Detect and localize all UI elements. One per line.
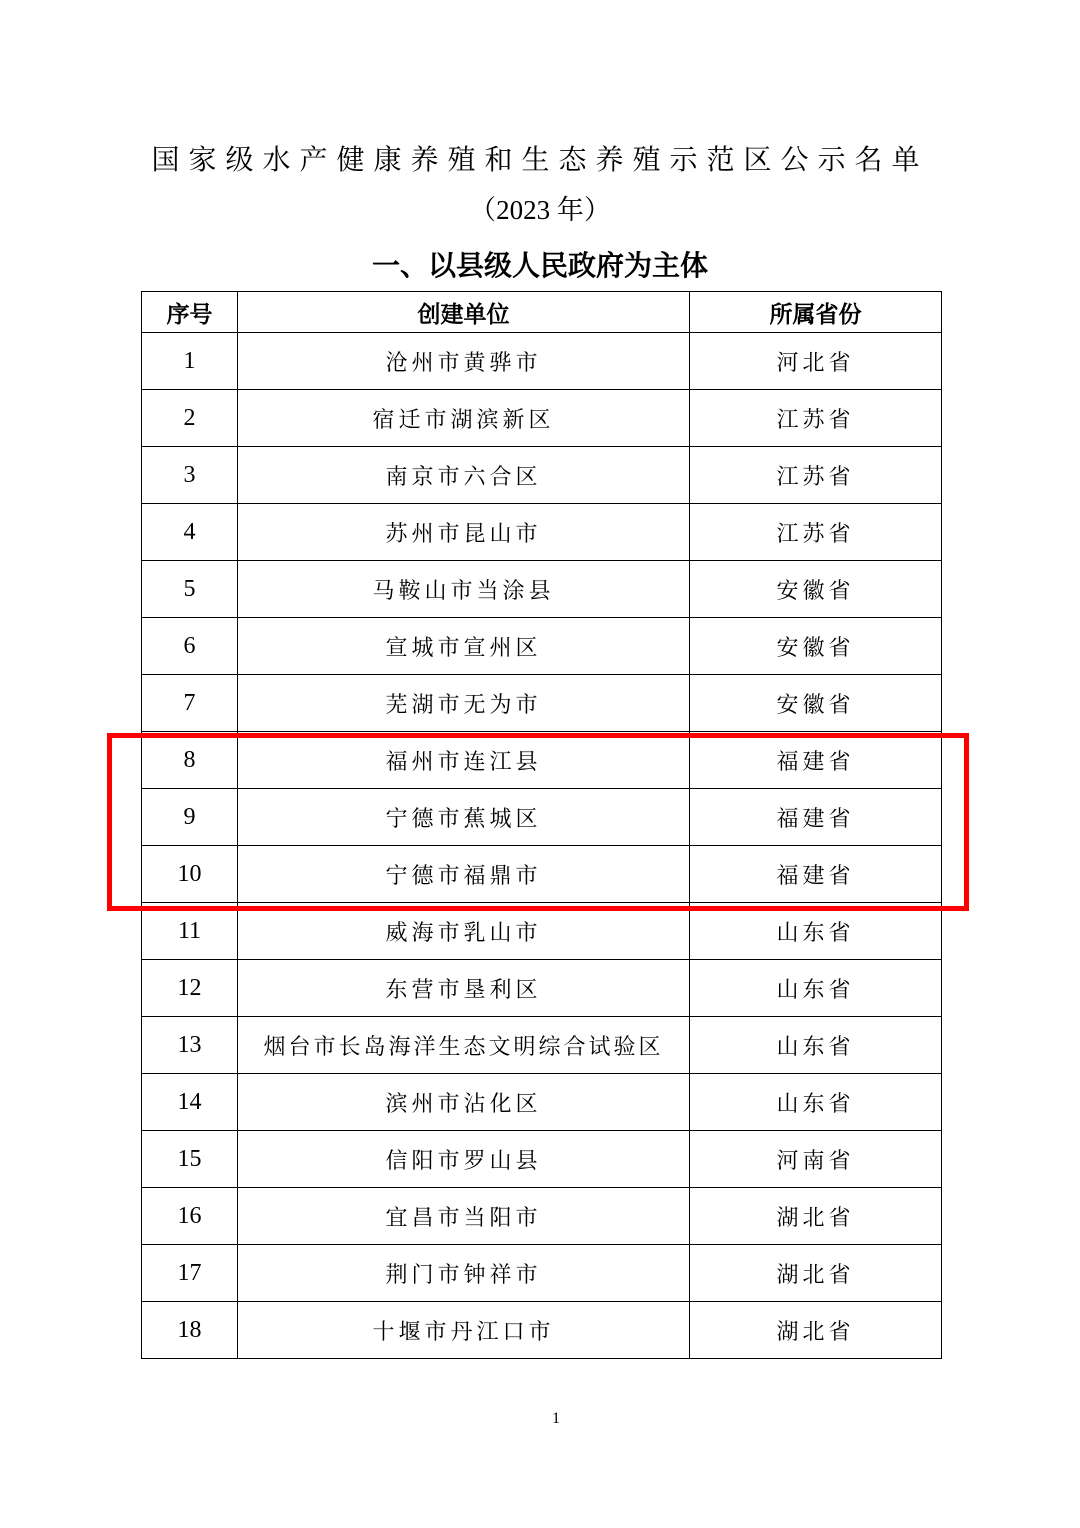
- table-row: [142, 1245, 942, 1302]
- row-number: 7: [142, 675, 238, 732]
- row-province: 江苏省: [690, 504, 942, 561]
- row-number: 13: [142, 1017, 238, 1074]
- header-province: 所属省份: [690, 292, 942, 333]
- row-number: 16: [142, 1188, 238, 1245]
- document-year: （2023 年）: [469, 195, 611, 225]
- table-row: [142, 1074, 942, 1131]
- row-unit: 滨州市沾化区: [238, 1074, 690, 1131]
- page-number: 1: [552, 1410, 560, 1427]
- row-number: 18: [142, 1302, 238, 1359]
- row-province: 江苏省: [690, 390, 942, 447]
- row-unit: 沧州市黄骅市: [238, 333, 690, 390]
- section-heading: 一、以县级人民政府为主体: [371, 249, 708, 282]
- table-row: [142, 333, 942, 390]
- row-unit: 宜昌市当阳市: [238, 1188, 690, 1245]
- row-province: 福建省: [690, 732, 942, 789]
- row-unit: 福州市连江县: [238, 732, 690, 789]
- row-number: 1: [142, 333, 238, 390]
- row-province: 福建省: [690, 789, 942, 846]
- row-province: 安徽省: [690, 675, 942, 732]
- row-number: 5: [142, 561, 238, 618]
- table-row: [142, 618, 942, 675]
- table-row: [142, 390, 942, 447]
- row-number: 2: [142, 390, 238, 447]
- row-province: 山东省: [690, 1074, 942, 1131]
- row-number: 6: [142, 618, 238, 675]
- row-unit: 威海市乳山市: [238, 903, 690, 960]
- row-number: 9: [142, 789, 238, 846]
- row-unit: 荆门市钟祥市: [238, 1245, 690, 1302]
- row-number: 17: [142, 1245, 238, 1302]
- row-province: 湖北省: [690, 1188, 942, 1245]
- row-unit: 宁德市福鼎市: [238, 846, 690, 903]
- row-unit: 南京市六合区: [238, 447, 690, 504]
- table-row: [142, 1131, 942, 1188]
- table-row: [142, 561, 942, 618]
- row-province: 安徽省: [690, 618, 942, 675]
- table-row: [142, 960, 942, 1017]
- row-number: 12: [142, 960, 238, 1017]
- row-number: 14: [142, 1074, 238, 1131]
- table-row: [142, 1017, 942, 1074]
- row-province: 河南省: [690, 1131, 942, 1188]
- row-province: 福建省: [690, 846, 942, 903]
- table-row: [142, 675, 942, 732]
- row-unit: 烟台市长岛海洋生态文明综合试验区: [238, 1017, 690, 1074]
- row-unit: 十堰市丹江口市: [238, 1302, 690, 1359]
- table-row: [142, 1302, 942, 1359]
- row-province: 湖北省: [690, 1245, 942, 1302]
- row-unit: 芜湖市无为市: [238, 675, 690, 732]
- row-province: 山东省: [690, 960, 942, 1017]
- header-unit: 创建单位: [238, 292, 690, 333]
- row-number: 8: [142, 732, 238, 789]
- row-number: 15: [142, 1131, 238, 1188]
- table-row: [142, 504, 942, 561]
- table-row: [142, 447, 942, 504]
- row-unit: 东营市垦利区: [238, 960, 690, 1017]
- table-header-row: [142, 292, 942, 333]
- row-province: 山东省: [690, 903, 942, 960]
- row-province: 河北省: [690, 333, 942, 390]
- row-province: 安徽省: [690, 561, 942, 618]
- row-province: 江苏省: [690, 447, 942, 504]
- document-title: 国家级水产健康养殖和生态养殖示范区公示名单: [151, 143, 929, 176]
- highlight-box-fujian-rows: [107, 733, 969, 911]
- table-row: [142, 1188, 942, 1245]
- row-number: 10: [142, 846, 238, 903]
- table-row: [142, 903, 942, 960]
- row-unit: 宣城市宣州区: [238, 618, 690, 675]
- row-province: 湖北省: [690, 1302, 942, 1359]
- row-number: 3: [142, 447, 238, 504]
- row-number: 4: [142, 504, 238, 561]
- row-unit: 信阳市罗山县: [238, 1131, 690, 1188]
- row-unit: 宿迁市湖滨新区: [238, 390, 690, 447]
- row-unit: 苏州市昆山市: [238, 504, 690, 561]
- row-province: 山东省: [690, 1017, 942, 1074]
- row-unit: 马鞍山市当涂县: [238, 561, 690, 618]
- row-unit: 宁德市蕉城区: [238, 789, 690, 846]
- row-number: 11: [142, 903, 238, 960]
- header-serial-number: 序号: [142, 292, 238, 333]
